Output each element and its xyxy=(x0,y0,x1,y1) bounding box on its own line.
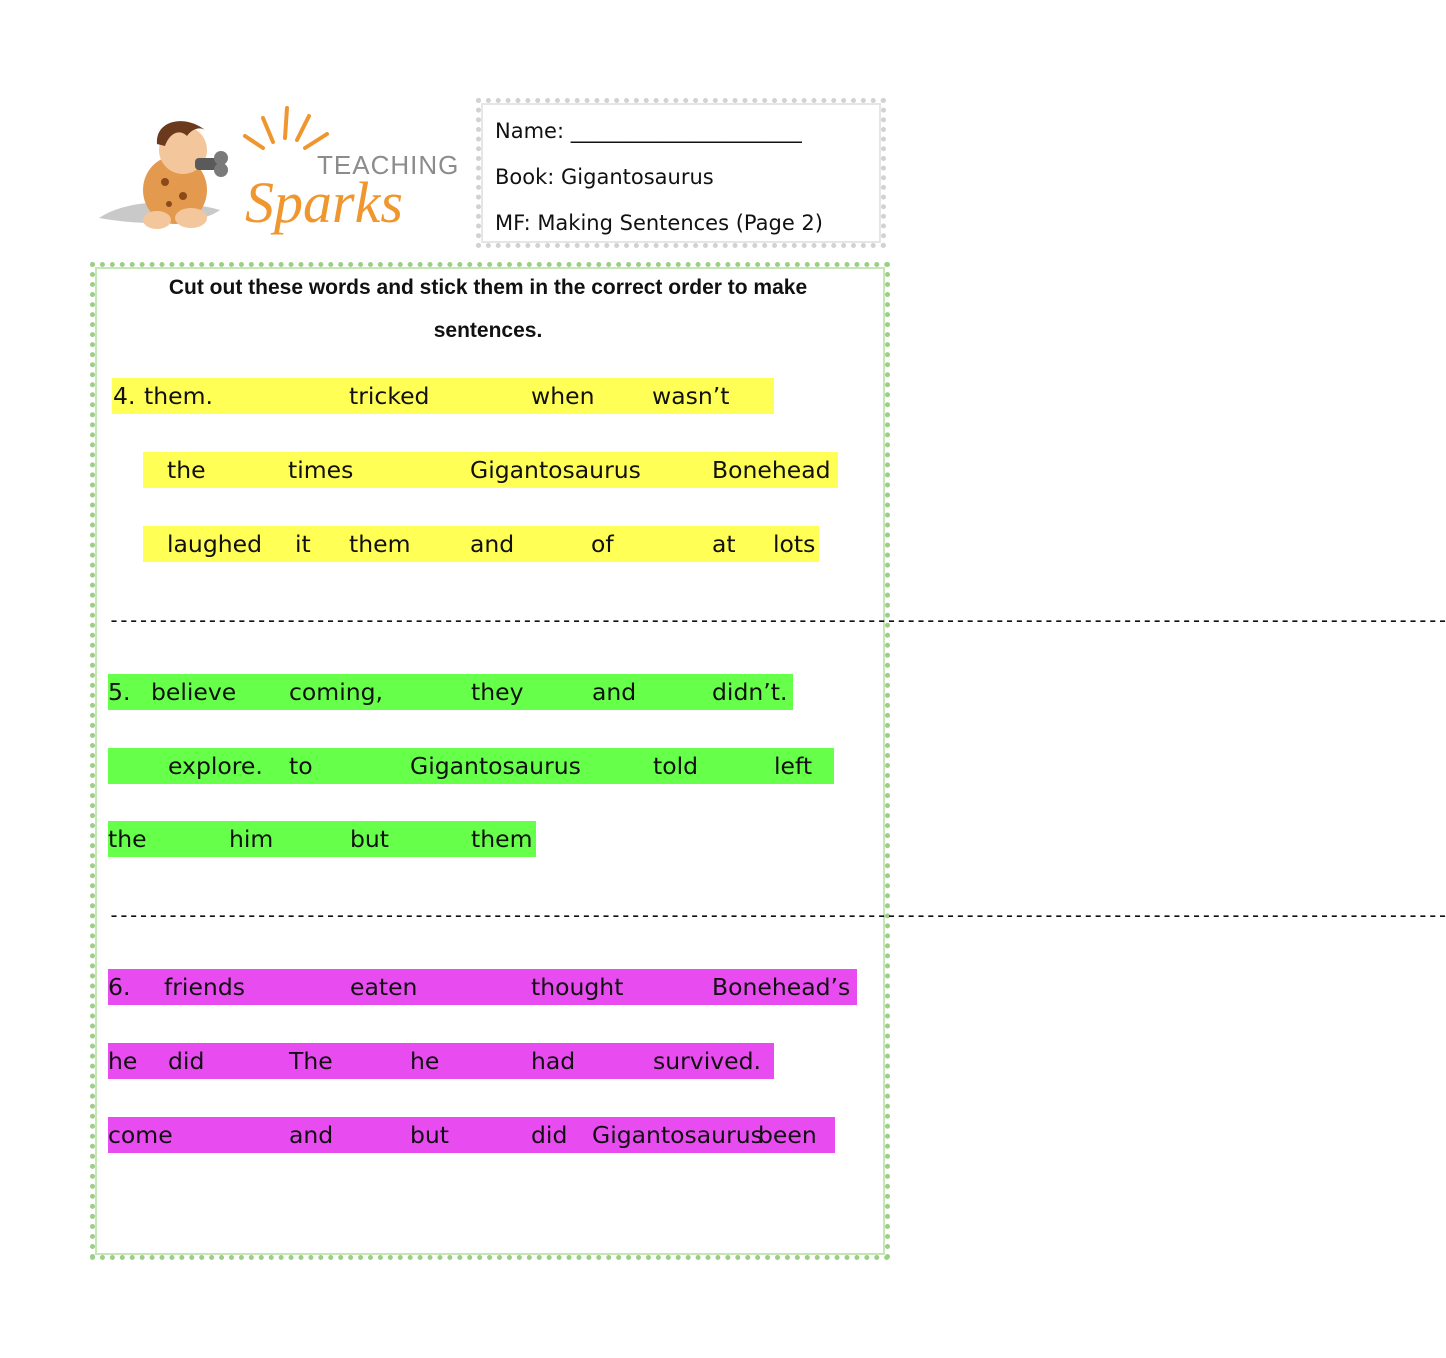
word-card[interactable]: explore. xyxy=(168,752,263,780)
word-card[interactable]: Gigantosaurus xyxy=(410,752,581,780)
word-card[interactable]: left xyxy=(774,752,813,780)
word-card[interactable]: laughed xyxy=(167,530,263,558)
word-card[interactable]: but xyxy=(350,825,390,853)
word-card[interactable]: did xyxy=(531,1121,568,1149)
word-card[interactable]: The xyxy=(289,1047,333,1075)
word-card[interactable]: Bonehead’s xyxy=(712,973,851,1001)
word-card[interactable]: did xyxy=(168,1047,205,1075)
word-card[interactable]: come xyxy=(108,1121,173,1149)
word-card[interactable]: when xyxy=(531,382,595,410)
word-card[interactable]: times xyxy=(288,456,354,484)
word-card[interactable]: didn’t. xyxy=(712,678,788,706)
word-card[interactable]: him xyxy=(229,825,274,853)
word-card[interactable]: but xyxy=(410,1121,450,1149)
book-title: Book: Gigantosaurus xyxy=(495,165,714,189)
word-card[interactable]: and xyxy=(592,678,637,706)
instruction-line-2: sentences. xyxy=(433,319,543,342)
caveman-with-binoculars-icon xyxy=(95,100,465,245)
word-card[interactable]: of xyxy=(591,530,614,558)
word-card[interactable]: eaten xyxy=(350,973,418,1001)
sentence-5-row-3 xyxy=(108,821,536,857)
cut-line: ---------------------------------------------------------------------------------------------------------------------------------------- xyxy=(108,903,1446,927)
word-card[interactable]: them. xyxy=(144,382,213,410)
word-card[interactable]: survived. xyxy=(653,1047,761,1075)
word-card[interactable]: and xyxy=(289,1121,334,1149)
sentence-number: 5. xyxy=(108,678,131,706)
sentence-5-row-2 xyxy=(108,748,834,784)
word-card[interactable]: had xyxy=(531,1047,576,1075)
sentence-4-row-1 xyxy=(112,378,774,414)
word-card[interactable]: to xyxy=(289,752,313,780)
word-card[interactable]: at xyxy=(712,530,736,558)
sentence-6-row-1 xyxy=(108,969,857,1005)
sentence-4-row-2 xyxy=(143,452,838,488)
word-card[interactable]: friends xyxy=(164,973,245,1001)
word-card[interactable]: the xyxy=(108,825,147,853)
word-card[interactable]: and xyxy=(470,530,515,558)
sentence-6-row-3 xyxy=(108,1117,835,1153)
name-field[interactable]: Name: ______________________ xyxy=(495,119,802,143)
sentence-number: 6. xyxy=(108,973,131,1001)
activity-title: MF: Making Sentences (Page 2) xyxy=(495,211,823,235)
word-card[interactable]: been xyxy=(758,1121,817,1149)
word-card[interactable]: believe xyxy=(151,678,237,706)
word-card[interactable]: them xyxy=(471,825,533,853)
sentence-6-row-2 xyxy=(108,1043,774,1079)
sentence-number: 4. xyxy=(113,382,136,410)
word-card[interactable]: the xyxy=(167,456,206,484)
student-info-box xyxy=(476,98,886,248)
logo-text-teaching: TEACHING xyxy=(317,150,460,180)
word-card[interactable]: thought xyxy=(531,973,624,1001)
word-card[interactable]: Gigantosaurus xyxy=(470,456,641,484)
word-card[interactable]: told xyxy=(653,752,699,780)
word-card[interactable]: he xyxy=(410,1047,440,1075)
word-card[interactable]: lots xyxy=(773,530,816,558)
word-card[interactable]: Bonehead xyxy=(712,456,831,484)
word-card[interactable]: wasn’t xyxy=(652,382,730,410)
word-card[interactable]: them xyxy=(349,530,411,558)
instruction-line-1: Cut out these words and stick them in the correct order to make xyxy=(168,276,808,299)
word-card[interactable]: Gigantosaurus xyxy=(592,1121,763,1149)
word-card[interactable]: they xyxy=(471,678,524,706)
word-card[interactable]: he xyxy=(108,1047,138,1075)
logo-text-sparks: Sparks xyxy=(245,170,403,235)
word-card[interactable]: it xyxy=(295,530,311,558)
word-card[interactable]: tricked xyxy=(349,382,430,410)
teaching-sparks-logo xyxy=(95,100,465,245)
cut-line: ---------------------------------------------------------------------------------------------------------------------------------------- xyxy=(108,608,1446,632)
sentence-5-row-1 xyxy=(108,674,793,710)
word-card[interactable]: coming, xyxy=(289,678,383,706)
sentence-4-row-3 xyxy=(143,526,819,562)
